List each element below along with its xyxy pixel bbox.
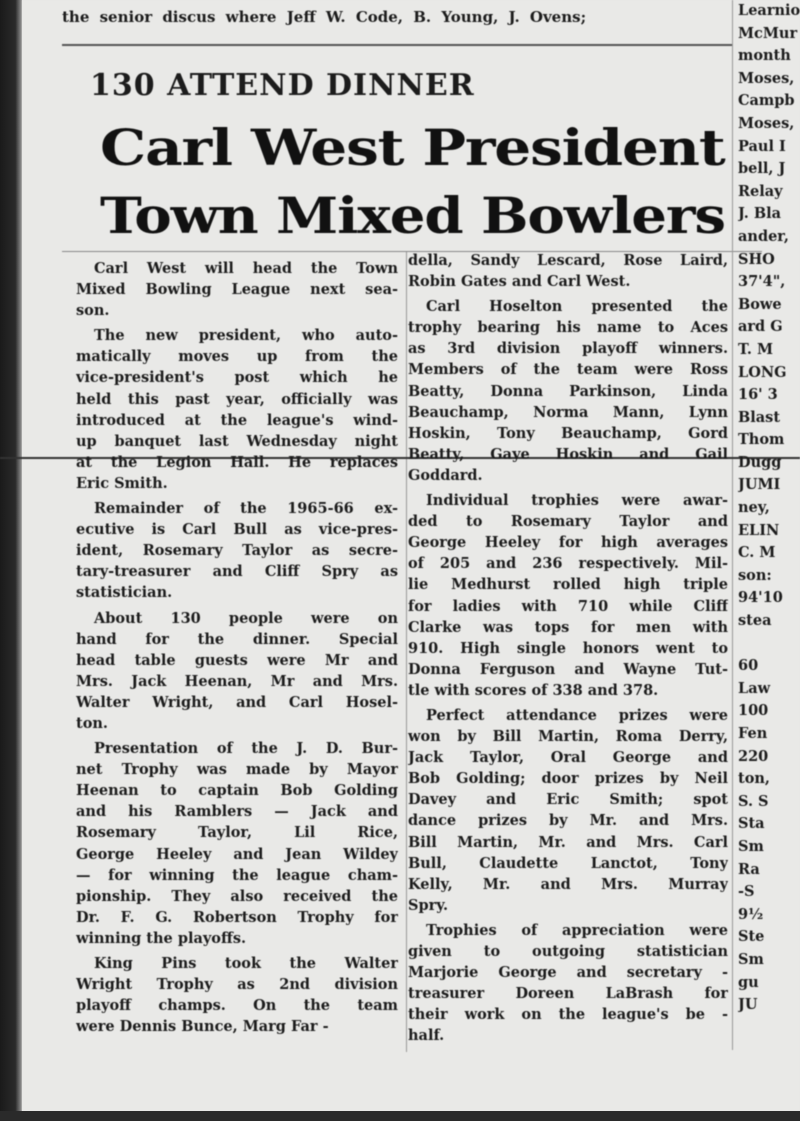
text-line: dance prizes by Mr. and Mrs.	[408, 812, 728, 830]
text-fragment: JUMI	[738, 476, 781, 494]
paragraph	[76, 258, 398, 321]
text-line: Goddard.	[408, 466, 483, 484]
text-line: Members of the team were Ross	[408, 361, 728, 379]
text-line: About 130 people were on	[94, 609, 398, 627]
text-fragment: Moses,	[738, 69, 795, 87]
article-column-left	[76, 258, 398, 1041]
text-fragment: Moses,	[738, 114, 795, 132]
text-line: at the Legion Hall. He replaces	[76, 453, 398, 471]
text-fragment: Paul I	[738, 137, 786, 155]
text-line: ton.	[76, 714, 108, 732]
text-line: Davey and Eric Smith; spot	[408, 791, 728, 809]
text-fragment: month	[738, 47, 791, 65]
text-fragment: ton,	[738, 770, 770, 788]
text-fragment: son:	[738, 566, 772, 584]
paragraph	[408, 490, 728, 701]
text-line: Hoskin, Tony Beauchamp, Gord	[408, 424, 728, 442]
text-line: winning the playoffs.	[76, 929, 247, 947]
text-line: George Heeley and Jean Wildey	[76, 845, 398, 863]
text-line: were Dennis Bunce, Marg Far -	[76, 1018, 329, 1036]
paragraph	[408, 296, 728, 486]
text-line: half.	[408, 1027, 445, 1045]
text-line: head table guests were Mr and	[76, 651, 398, 669]
text-line: son.	[76, 302, 110, 320]
text-fragment: gu	[738, 973, 759, 991]
text-line: trophy bearing his name to Aces	[408, 319, 728, 337]
text-line: Individual trophies were awar-	[426, 492, 728, 510]
text-line: Remainder of the 1965-66 ex-	[94, 500, 398, 518]
article-column-right	[408, 250, 728, 1050]
text-fragment: Learnio	[738, 2, 800, 19]
paragraph	[408, 705, 728, 916]
text-fragment: McMur	[738, 24, 798, 42]
text-fragment: Blast	[738, 408, 781, 426]
text-line: Bull, Claudette Lanctot, Tony	[408, 854, 728, 872]
text-fragment: 100	[738, 702, 769, 720]
text-fragment: Ste	[738, 928, 765, 946]
text-fragment: Ra	[738, 860, 760, 878]
text-line: as 3rd division playoff winners.	[408, 340, 728, 358]
text-line: Robin Gates and Carl West.	[408, 273, 631, 291]
text-line: Marjorie George and secretary -	[408, 964, 728, 982]
text-line: Beauchamp, Norma Mann, Lynn	[408, 403, 728, 421]
text-line: Donna Ferguson and Wayne Tut-	[408, 660, 728, 678]
text-line: hand for the dinner. Special	[76, 630, 398, 648]
text-line: introduced at the league's wind-	[76, 411, 398, 429]
text-line: della, Sandy Lescard, Rose Laird,	[408, 252, 728, 269]
text-line: Mixed Bowling League next sea-	[76, 281, 398, 299]
text-fragment: bell, J	[738, 160, 786, 178]
text-line: up banquet last Wednesday night	[76, 432, 398, 450]
text-line: Beatty, Donna Parkinson, Linda	[408, 382, 728, 400]
text-line: Spry.	[408, 896, 449, 914]
text-line: Carl West will head the Town	[94, 260, 398, 277]
text-line: their work on the league's be -	[408, 1006, 728, 1024]
text-fragment	[738, 633, 800, 656]
text-fragment: ard G	[738, 318, 783, 336]
text-fragment: S. S	[738, 792, 769, 810]
text-fragment: T. M	[738, 340, 774, 358]
text-line: Beatty, Gaye Hoskin and Gail	[408, 445, 728, 463]
text-line: Mrs. Jack Heenan, Mr and Mrs.	[76, 672, 398, 690]
text-line: Bob Golding; door prizes by Neil	[408, 770, 728, 788]
text-fragment: ELIN	[738, 521, 780, 539]
text-line: The new president, who auto-	[94, 327, 398, 345]
paragraph	[408, 920, 728, 1047]
text-line: 910. High single honors went to	[408, 639, 728, 657]
text-line: Trophies of appreciation were	[426, 921, 728, 939]
headline-line-1: Carl West President	[100, 118, 725, 177]
text-fragment: SHO	[738, 250, 775, 268]
text-line: Presentation of the J. D. Bur-	[94, 740, 398, 758]
text-line: statistician.	[76, 584, 173, 602]
text-fragment: 16' 3	[738, 386, 778, 404]
paragraph	[408, 250, 728, 292]
divider	[62, 44, 732, 46]
text-line: Bill Martin, Mr. and Mrs. Carl	[408, 833, 728, 851]
text-fragment: J. Bla	[738, 205, 781, 223]
text-line: ded to Rosemary Taylor and	[408, 513, 728, 531]
text-fragment: stea	[738, 612, 772, 630]
text-line: for ladies with 710 while Cliff	[408, 597, 728, 615]
text-line: Kelly, Mr. and Mrs. Murray	[408, 875, 728, 893]
text-line: Wright Trophy as 2nd division	[76, 976, 398, 994]
paragraph	[76, 738, 398, 949]
text-fragment: Sta	[738, 815, 765, 833]
text-line: won by Bill Martin, Roma Derry,	[408, 728, 728, 746]
text-line: net Trophy was made by Mayor	[76, 761, 398, 779]
previous-article-line: the senior discus where Jeff W. Code, B. Young, J. Ovens;	[62, 8, 587, 26]
text-fragment: LONG	[738, 363, 787, 381]
text-fragment: 60	[738, 657, 759, 675]
paragraph	[76, 325, 398, 494]
text-line: held this past year, officially was	[76, 390, 398, 408]
text-line: King Pins took the Walter	[94, 955, 398, 972]
text-line: ident, Rosemary Taylor as secre-	[76, 542, 398, 560]
text-fragment: Bowe	[738, 295, 782, 313]
text-fragment: 94'10	[738, 589, 783, 607]
text-fragment: Sm	[738, 837, 764, 855]
text-fragment: C. M	[738, 544, 776, 562]
text-fragment: Campb	[738, 92, 795, 110]
text-line: matically moves up from the	[76, 348, 398, 366]
text-line: pionship. They also received the	[76, 887, 398, 905]
text-line: Eric Smith.	[76, 474, 168, 492]
text-line: Perfect attendance prizes were	[426, 706, 728, 724]
headline-line-2: Town Mixed Bowlers	[100, 186, 725, 245]
text-line: treasurer Doreen LaBrash for	[408, 985, 728, 1003]
text-line: tary-treasurer and Cliff Spry as	[76, 563, 398, 581]
text-fragment: 37'4",	[738, 273, 786, 291]
scan-edge-bottom	[0, 1111, 800, 1121]
text-fragment: 220	[738, 747, 769, 765]
text-fragment: Sm	[738, 950, 764, 968]
text-line: vice-president's post which he	[76, 369, 398, 387]
paragraph	[76, 608, 398, 735]
paragraph	[76, 953, 398, 1037]
text-line: and his Ramblers — Jack and	[76, 803, 398, 821]
text-fragment: -S	[738, 883, 755, 901]
text-line: given to outgoing statistician	[408, 943, 728, 960]
text-line: Jack Taylor, Oral George and	[408, 749, 728, 767]
text-fragment: Fen	[738, 725, 768, 742]
text-fragment: Dugg	[738, 453, 782, 471]
adjacent-column-fragment	[738, 0, 800, 1017]
text-line: of 205 and 236 respectively. Mil-	[408, 555, 728, 573]
newspaper-clipping	[22, 0, 800, 1111]
text-line: Rosemary Taylor, Lil Rice,	[76, 824, 398, 842]
text-line: Dr. F. G. Robertson Trophy for	[76, 908, 398, 926]
text-fragment: 9½	[738, 905, 764, 923]
text-line: Carl Hoselton presented the	[426, 298, 728, 316]
text-line: lie Medhurst rolled high triple	[408, 576, 728, 594]
text-fragment: ney,	[738, 499, 770, 517]
text-line: playoff champs. On the team	[76, 997, 398, 1015]
text-fragment: Thom	[738, 431, 785, 449]
text-line: Clarke was tops for men with	[408, 618, 728, 636]
text-fragment: JU	[738, 996, 758, 1014]
text-fragment: Relay	[738, 182, 783, 200]
text-line: George Heeley for high averages	[408, 534, 728, 552]
paragraph	[76, 498, 398, 603]
text-line: Walter Wright, and Carl Hosel-	[76, 693, 398, 711]
scan-edge-left	[0, 0, 22, 1121]
text-fragment: ander,	[738, 227, 789, 245]
text-fragment: Law	[738, 679, 771, 697]
kicker-headline: 130 ATTEND DINNER	[90, 68, 475, 103]
column-divider	[406, 252, 407, 1052]
text-line: tle with scores of 338 and 378.	[408, 681, 659, 699]
text-line: ecutive is Carl Bull as vice-pres-	[76, 521, 398, 539]
text-line: Heenan to captain Bob Golding	[76, 782, 398, 800]
text-line: — for winning the league cham-	[76, 866, 398, 884]
column-divider	[732, 0, 733, 1050]
